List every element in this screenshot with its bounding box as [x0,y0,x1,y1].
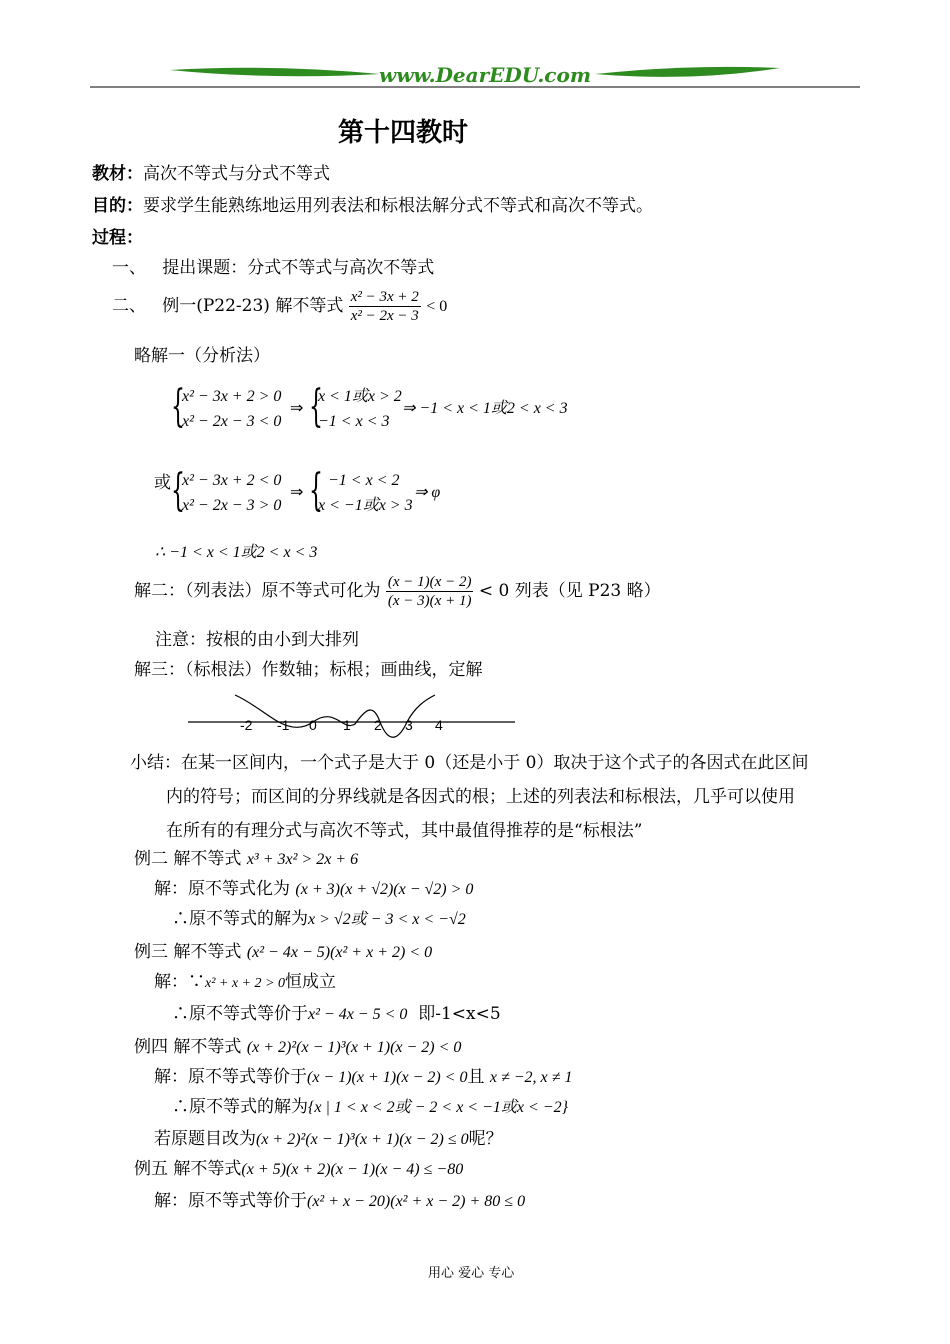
example2 [134,848,358,871]
goal-label: 目的： [92,196,143,216]
example4-variant-pre: 若原题目改为 [154,1129,256,1149]
example5 [134,1158,463,1181]
system-1-ineq-c: x < 1或x > 2 [318,388,402,405]
solution2-fraction [386,573,474,610]
goal-text: 要求学生能熟练地运用列表法和标根法解分式不等式和高次不等式。 [143,196,653,216]
section-1 [112,257,434,279]
example3-solution-expr: x² + x + 2 > 0 [205,976,285,991]
example2-solution-expr: (x + 3)(x + √2)(x − √2) > 0 [295,881,474,898]
summary-line-2: 内的符号；而区间的分界线就是各因式的根；上述的列表法和标根法，几乎可以使用 [166,787,795,807]
system-1-ineq-d: −1 < x < 3 [318,413,390,430]
example3-conclusion [172,1003,501,1026]
example3-conclusion-tail: 即-1<x<5 [418,1004,501,1024]
solution2-denominator: (x − 3)(x + 1) [387,593,472,609]
example3-solution-label: 解：∵ [154,972,205,992]
example4-solution-mid: 且 [467,1067,485,1087]
solution1-title: 略解一（分析法） [134,346,270,366]
example4-conclusion-label: ∴原不等式的解为 [172,1097,308,1117]
example1-numerator: x² − 3x + 2 [350,289,419,305]
page-footer: 用心 爱心 专心 [428,1266,515,1281]
example4-variant [154,1128,503,1151]
example3-conclusion-label: ∴原不等式等价于 [172,1004,308,1024]
solution2-numerator: (x − 1)(x − 2) [387,574,472,590]
system-1-ineq-b: x² − 2x − 3 < 0 [182,413,282,430]
site-name: www.DearEDU.com [378,63,592,87]
header-banner [90,60,860,92]
system-1-ineq-a: x² − 3x + 2 > 0 [182,388,282,405]
tick-label: 0 [309,717,317,733]
tick-label: -1 [277,717,290,733]
example3-solution [154,971,336,995]
example5-solution-expr: (x² + x − 20)(x² + x − 2) + 80 ≤ 0 [307,1193,526,1210]
system-2-brace-2: { [309,465,323,516]
tick-label: 3 [405,717,413,733]
example5-label: 例五 解不等式 [134,1159,242,1179]
axis-tick-labels [240,717,443,733]
solution3-line: 解三：（标根法）作数轴；标根；画曲线，定解 [134,660,483,680]
example2-expr: x³ + 3x² > 2x + 6 [246,851,359,868]
example4-conclusion-expr: {x | 1 < x < 2或 − 2 < x < −1或x < −2} [308,1099,568,1116]
example1-fraction [349,288,421,325]
system-1-brace: { [171,381,185,432]
example2-conclusion-label: ∴原不等式的解为 [172,909,308,929]
example1-denominator: x² − 2x − 3 [350,308,419,324]
example4-solution-expr: (x − 1)(x + 1)(x − 2) < 0 [307,1069,468,1086]
example4-label: 例四 解不等式 [134,1037,242,1057]
section-2 [112,288,447,325]
example2-conclusion [172,908,466,931]
tick-label: -2 [240,717,253,733]
process-label: 过程： [92,228,143,248]
material-text: 高次不等式与分式不等式 [143,164,330,184]
example3-conclusion-expr: x² − 4x − 5 < 0 [308,1006,408,1023]
system-1-result: ⇒ −1 < x < 1或2 < x < 3 [402,400,568,417]
system-1-arrow: ⇒ [290,400,304,417]
page-title: 第十四教时 [338,118,469,148]
example3-expr: (x² − 4x − 5)(x² + x + 2) < 0 [246,944,433,961]
example4-conclusion [172,1096,568,1119]
system-2-arrow: ⇒ [290,484,304,501]
solution2 [134,573,661,610]
example4 [134,1036,461,1059]
system-2-ineq-c: −1 < x < 2 [328,472,400,489]
tick-label: 1 [343,717,351,733]
system-2-ineq-a: x² − 3x + 2 < 0 [182,472,282,489]
solution1-conclusion: ∴ −1 < x < 1或2 < x < 3 [155,544,318,561]
example3 [134,941,432,964]
example4-solution-cond: x ≠ −2, x ≠ 1 [489,1069,573,1086]
example2-conclusion-expr: x > √2或 − 3 < x < −√2 [308,911,466,928]
tick-label: 4 [435,717,443,733]
example3-solution-tail: 恒成立 [284,972,336,992]
left-leaf-decoration [170,68,380,77]
number-line-diagram [185,692,520,744]
example4-variant-expr: (x + 2)²(x − 1)³(x + 1)(x − 2) ≤ 0 [256,1131,469,1148]
summary-line-1: 小结：在某一区间内，一个式子是大于 0（还是小于 0）取决于这个式子的各因式在此区间 [130,753,809,773]
summary-line-3: 在所有的有理分式与高次不等式，其中最值得推荐的是“标根法” [166,821,643,841]
system-2-ineq-b: x² − 2x − 3 > 0 [182,497,282,514]
example5-expr: (x + 5)(x + 2)(x − 1)(x − 4) ≤ −80 [241,1161,464,1178]
section-1-text: 提出课题：分式不等式与高次不等式 [162,258,435,278]
right-leaf-decoration [595,67,780,77]
system-2-brace: { [171,465,185,516]
example5-solution [154,1190,525,1213]
section-1-number: 一、 [112,258,146,278]
example5-solution-label: 解：原不等式等价于 [154,1191,307,1211]
goal-line [92,195,653,217]
note-line: 注意：按根的由小到大排列 [155,630,359,650]
system-1-brace-2: { [309,381,323,432]
example4-solution [154,1066,572,1089]
material-label: 教材： [92,164,143,184]
solution2-text: 解二：（列表法）原不等式可化为 [134,581,381,601]
system-2-result: ⇒ φ [414,484,441,501]
tick-label: 2 [374,717,382,733]
example2-solution [154,878,473,901]
material-line [92,163,330,185]
example1-tail: < 0 [426,298,448,315]
example2-label: 例二 解不等式 [134,849,242,869]
example4-expr: (x + 2)²(x − 1)³(x + 1)(x − 2) < 0 [246,1039,462,1056]
example4-variant-post: 呢？ [468,1129,503,1149]
example2-solution-label: 解：原不等式化为 [154,879,290,899]
example3-label: 例三 解不等式 [134,942,242,962]
example4-solution-label: 解：原不等式等价于 [154,1067,307,1087]
section-2-number: 二、 [112,296,146,316]
or-label: 或 [154,473,171,493]
solution2-tail: < 0 列表（见 P23 略） [478,581,661,601]
system-2-ineq-d: x < −1或x > 3 [318,497,413,514]
example1-label: 例一(P22-23) 解不等式 [162,296,344,316]
